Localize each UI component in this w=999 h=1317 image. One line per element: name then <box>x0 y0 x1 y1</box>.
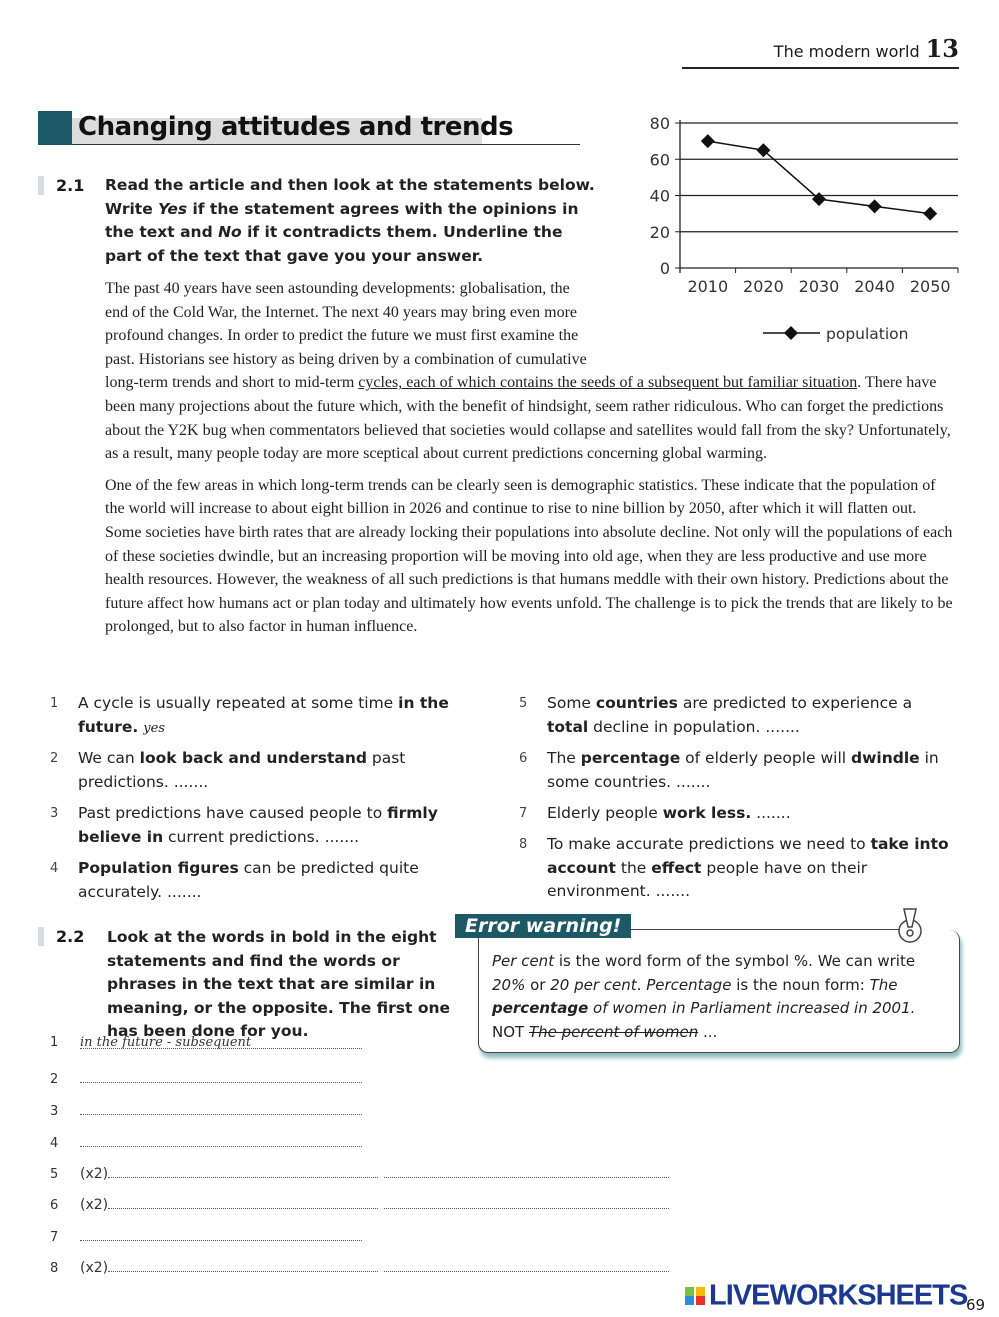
answer-line <box>50 1194 669 1213</box>
answer-number: 3 <box>50 1104 59 1119</box>
statement-text <box>78 694 449 736</box>
statement-item <box>519 692 957 739</box>
answer-line <box>50 1100 362 1119</box>
error-warning-rule <box>618 929 908 930</box>
statement-number: 8 <box>519 837 528 852</box>
answer-field[interactable] <box>80 1068 362 1083</box>
answer-multiplier: (x2) <box>80 1166 109 1182</box>
text-segment: decline in population. <box>588 717 766 736</box>
answer-field[interactable] <box>108 1163 378 1178</box>
text-segment: Yes <box>158 199 188 218</box>
answer-number: 5 <box>50 1167 59 1182</box>
x-tick-label: 2030 <box>798 277 840 296</box>
warning-icon <box>895 905 925 945</box>
text-segment: Past predictions have caused people to <box>78 804 388 822</box>
statement-item <box>50 692 478 740</box>
answer-number: 7 <box>50 1230 59 1245</box>
text-segment: No <box>218 223 242 241</box>
text-segment: in the future. <box>78 694 449 736</box>
article <box>105 277 953 647</box>
exercise-instruction: Look at the words in bold in the eight statements and find the words or phrases in the text that are similar in meaning, or the opposite. The first one has been done for you. <box>107 928 451 1040</box>
text-segment: past predictions. <box>78 749 406 791</box>
text-segment: ... <box>698 1022 718 1041</box>
y-tick-label: 60 <box>649 150 670 170</box>
answer-number: 2 <box>50 1072 59 1087</box>
answer-blank[interactable]: ....... <box>166 882 202 901</box>
answer-field[interactable] <box>384 1163 669 1178</box>
answer-line <box>50 1068 362 1087</box>
text-segment: if it contradicts them. Underline the part of the text that gave you your answer. <box>105 223 563 265</box>
exercise-instruction <box>105 174 595 268</box>
answer-field[interactable] <box>80 1100 362 1115</box>
text-segment: . There have been many projections about the future which, with the benefit of hindsight, seem rather ridiculous. Who can forget the predictions about the Y2K bug when commentators believed that societies would collapse and satellites would fall from the sky? Unfortunately, as a result, many people today are more sceptical about current predictions concerning global warming. <box>105 374 951 463</box>
answer-number: 4 <box>50 1136 59 1151</box>
text-segment: Population figures <box>78 859 239 877</box>
x-tick-label: 2040 <box>854 277 895 296</box>
page-title: Changing attitudes and trends <box>78 112 514 142</box>
legend-label: population <box>826 325 909 343</box>
text-segment: or <box>525 975 551 994</box>
text-segment: look back and understand <box>139 749 367 767</box>
statement-text <box>78 859 419 901</box>
text-segment: of women in Parliament increased in 2001. <box>588 999 916 1017</box>
statement-item <box>519 802 957 826</box>
statement-item <box>50 802 478 849</box>
error-warning-text <box>492 950 952 1044</box>
answer-field[interactable] <box>80 1132 362 1147</box>
text-segment: NOT <box>492 1022 529 1041</box>
y-tick-label: 40 <box>649 186 670 206</box>
answer-blank[interactable]: ....... <box>676 772 711 791</box>
answer-multiplier: (x2) <box>80 1197 109 1213</box>
text-segment: Per cent <box>492 952 555 970</box>
y-tick-label: 0 <box>659 259 670 278</box>
text-segment: A cycle is usually repeated at some time <box>78 694 399 712</box>
text-segment: The past 40 years have seen astounding developments: globalisation, the end of the Cold War, the Internet. The next 40 years may bring even more profound changes. In order to predict the future we must first examine the past. Historians see history as being driven by a combination of cumulative long-term trends and short to mid-term <box>105 280 587 392</box>
answer-value: in the future - subsequent <box>80 1035 252 1050</box>
x-tick-label: 2050 <box>909 277 951 296</box>
statement-number: 7 <box>519 806 528 821</box>
liveworksheets-logo <box>684 1278 967 1312</box>
text-segment: Some <box>547 694 596 712</box>
text-segment: We can <box>78 749 140 767</box>
logo-text: LIVEWORKSHEETS <box>709 1279 968 1312</box>
statement-item <box>50 857 498 904</box>
statement-item <box>519 833 967 904</box>
answer-number: 1 <box>50 1035 59 1050</box>
statement-text <box>547 749 939 791</box>
text-segment: percentage <box>580 749 681 767</box>
text-segment: Percentage <box>646 975 732 994</box>
text-segment: 20% <box>492 975 526 994</box>
text-segment: dwindle <box>851 749 920 767</box>
statement-text <box>547 835 949 900</box>
exercise-number: 2.2 <box>38 927 84 946</box>
answer-line <box>50 1034 362 1050</box>
data-point <box>701 134 715 148</box>
answer-field[interactable] <box>108 1257 378 1272</box>
text-segment: One of the few areas in which long-term trends can be clearly seen is demographic statistics. These indicate that the population of the world will increase to about eight billion in 2026 and continue to rise to nine billion by 2050, after which it will flatten out. Some societies have birth rates that are already locking their populations into absolute decline. Not only will the populations of each of these societies dwindle, but an increasing proportion will be moving into old age, when they are less productive and use more health resources. However, the weakness of all such predictions is that humans meddle with their own history. Predictions about the future affect how humans act or plan today and ultimately how events unfold. The challenge is to pick the trends that are likely to be prolonged, but to also factor in human influence. <box>105 476 953 636</box>
statement-item <box>519 747 957 794</box>
text-segment: can be predicted quite accurately. <box>78 859 419 901</box>
x-tick-label: 2020 <box>743 277 784 296</box>
header-rule <box>682 67 959 69</box>
answer-blank[interactable]: ....... <box>173 772 209 791</box>
statement-number: 4 <box>50 861 59 876</box>
statement-item <box>50 747 498 794</box>
answer-number: 8 <box>50 1261 59 1276</box>
text-segment: effect <box>651 858 702 877</box>
text-segment: Read the article and then look at the statements below. Write <box>105 176 595 218</box>
text-segment: total <box>547 717 589 736</box>
answer-multiplier: (x2) <box>80 1260 109 1276</box>
statement-text <box>78 804 438 846</box>
answer-field[interactable] <box>384 1257 669 1272</box>
section-title: The modern world <box>773 42 920 61</box>
x-tick-label: 2010 <box>687 277 729 296</box>
text-segment: of elderly people will <box>680 749 852 767</box>
answer-field[interactable] <box>80 1226 362 1241</box>
title-rule <box>72 144 580 145</box>
unit-number: 13 <box>925 34 959 63</box>
answer-number: 6 <box>50 1198 59 1213</box>
text-segment: percentage <box>492 999 589 1017</box>
statement-number: 1 <box>50 696 59 711</box>
text-segment: Elderly people <box>547 804 663 822</box>
exercise-number: 2.1 <box>38 176 84 195</box>
text-segment: is the noun form: <box>731 975 870 994</box>
statement-number: 5 <box>519 696 528 711</box>
text-segment: The <box>869 975 898 994</box>
statement-text <box>78 749 405 791</box>
answer-field[interactable] <box>80 1034 362 1049</box>
text-segment: is the word form of the symbol %. We can write <box>554 952 916 970</box>
text-segment: take into account <box>547 835 949 877</box>
text-segment: 20 per cent <box>550 975 637 994</box>
answer-line <box>50 1132 362 1151</box>
article-paragraph <box>105 474 953 639</box>
answer-blank[interactable]: ....... <box>765 717 800 736</box>
page-number: 69 <box>966 1296 986 1314</box>
text-segment: are predicted to experience a <box>677 694 913 712</box>
text-segment: The <box>547 749 581 767</box>
data-point <box>868 199 882 213</box>
title-accent-block <box>38 111 72 145</box>
answer-line <box>50 1257 669 1276</box>
text-segment: people have on their environment. <box>547 858 868 900</box>
text-segment: in some countries. <box>547 749 939 791</box>
answer-field[interactable] <box>108 1194 378 1209</box>
data-point <box>923 207 937 221</box>
text-segment: . <box>636 975 647 994</box>
text-segment: cycles, each of which contains the seeds of a subsequent but familiar situation <box>358 374 858 392</box>
statement-number: 6 <box>519 751 528 766</box>
error-warning-label: Error warning! <box>455 914 631 938</box>
statement-text <box>547 694 912 736</box>
y-tick-label: 20 <box>649 222 670 242</box>
answer-blank[interactable]: ....... <box>324 827 360 846</box>
text-segment: To make accurate predictions we need to <box>547 835 871 853</box>
answer-field[interactable] <box>384 1194 669 1209</box>
text-segment: countries <box>595 694 678 712</box>
statement-text <box>547 804 791 822</box>
statement-number: 3 <box>50 806 59 821</box>
text-segment: the <box>615 858 652 877</box>
text-segment: current predictions. <box>163 827 325 846</box>
text-segment: work less. <box>662 804 752 822</box>
answer-blank[interactable]: ....... <box>756 804 791 822</box>
text-segment: firmly believe in <box>78 804 438 846</box>
y-tick-label: 80 <box>649 114 670 133</box>
handwritten-answer: yes <box>143 720 165 736</box>
statement-number: 2 <box>50 751 59 766</box>
text-segment: if the statement agrees with the opinions in the text and <box>105 199 579 241</box>
answer-line <box>50 1163 669 1182</box>
answer-line <box>50 1226 362 1245</box>
answer-blank[interactable]: ....... <box>655 882 691 900</box>
running-head <box>774 34 959 63</box>
text-segment: The percent of women <box>528 1022 699 1041</box>
